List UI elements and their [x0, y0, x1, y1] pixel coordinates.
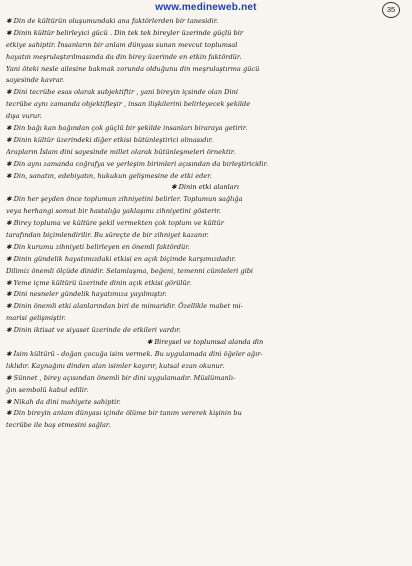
text-line: ✱ Din her şeyden önce toplumun zihniyetini belirler. Toplumun sağlığa: [6, 195, 243, 204]
text-line: ✱ Din bireyin anlam dünyası içinde ölüme bir tanım vererek kişinin bu: [6, 409, 242, 418]
text-line: hayatın meşrulaştırılmasında da din birey üzerinde en etkin faktördür.: [6, 52, 242, 61]
text-line: ✱ Din de kültürün oluşumundaki ana faktörlerden bir tanesidir.: [6, 17, 219, 25]
text-line: Arapların İslam dini sayesinde millet olarak bütünleşmeleri örnektir.: [6, 147, 236, 156]
text-line: Dilimiz önemli ölçüde dinidir. Selamlaşma, beğeni, temenni cümleleri gibi: [6, 266, 254, 275]
text-line: ✱ İsim kültürü - doğan çocuğa isim vermek. Bu uygulamada dini öğeler ağır-: [6, 349, 263, 358]
text-line: ✱ Sünnet , birey açısından önemli bir dini uygulamadır. Müslümanlı-: [6, 373, 236, 382]
text-line: tecrübe aynı zamanda objektifleşir , insan ilişkilerini belirleyecek şekilde: [6, 100, 251, 109]
text-line: veya herhangi somut bir hastalığa yaklaşımı zihniyetini gösterir.: [6, 207, 221, 216]
text-line: ✱ Dini nesneler gündelik hayatımıza yayılmıştır.: [6, 290, 167, 299]
text-line: etkiye sahiptir. İnsanların bir anlam dünyası sunan mevcut toplumsal: [6, 40, 238, 49]
text-line: lıklıdır. Kaynağını dinden alan isimler kayırır, kutsal ezan okunur.: [6, 361, 225, 370]
text-line: ✱ Nikah da dini mahiyete sahiptir.: [6, 397, 121, 406]
text-line: ✱ Yeme içme kültürü üzerinde dinin açık etkisi görülür.: [6, 278, 192, 287]
page-number: 35: [382, 2, 400, 18]
text-line: Yani öteki nesle ailesine bakmak zorunda olduğunu din meşrulaştırma gücü: [6, 64, 260, 73]
text-line: ğın sembolü kabul edilir.: [6, 385, 89, 394]
text-line: sayesinde kavrar.: [6, 76, 65, 85]
section-heading: ✱ Dinin etki alanları: [171, 183, 239, 192]
text-line: ✱ Dinin iktisat ve siyaset üzerinde de etkileri vardır.: [6, 326, 181, 335]
text-line: ✱ Dinin kültür üzerindeki diğer etkisi bütünleştirici olmasıdır.: [6, 135, 214, 144]
text-line: ✱ Dini tecrübe esas olarak subjektiftir , yani bireyin içsinde olan Dini: [6, 88, 238, 97]
text-line: marisi gelişmiştir.: [6, 314, 66, 323]
text-line: ✱ Dinin önemli etki alanlarından biri de mimaridir. Özellikle mabet mi-: [6, 302, 243, 311]
text-line: ✱ Din bağı kan bağından çok güçlü bir şekilde insanları biraraya getirir.: [6, 124, 248, 133]
notes-body: [6, 16, 404, 432]
text-line: tecrübe ile baş etmesini sağlar.: [6, 421, 111, 430]
text-line: dışa vurur.: [6, 112, 42, 121]
text-line: ✱ Din, sanatın, edebiyatın, hukukun gelişmesine de etki eder.: [6, 171, 212, 180]
site-watermark: www.medineweb.net: [155, 2, 257, 13]
text-line: ✱ Dinin gündelik hayatımızdaki etkisi en açık biçimde karşımızdadır.: [6, 254, 236, 263]
text-line: ✱ Din kurumu zihniyeti belirleyen en önemli faktördür.: [6, 242, 190, 251]
section-heading: ✱ Dinin kültür belirleyici gücü . Din tek tek bireyler üzerinde güçlü bir: [6, 28, 243, 37]
text-line: ✱ Din aynı zamanda coğrafya ve yerleşim birimleri açısından da birleştiricidir.: [6, 159, 269, 168]
text-line: tarafından biçimlendirilir. Bu süreçte de bir zihniyet kazanır.: [6, 231, 209, 240]
text-line: ✱ Birey topluma ve kültüre şekil vermekten çok toplum ve kültür: [6, 219, 224, 228]
section-heading: ✱ Bireysel ve toplumsal alanda din: [146, 338, 264, 347]
